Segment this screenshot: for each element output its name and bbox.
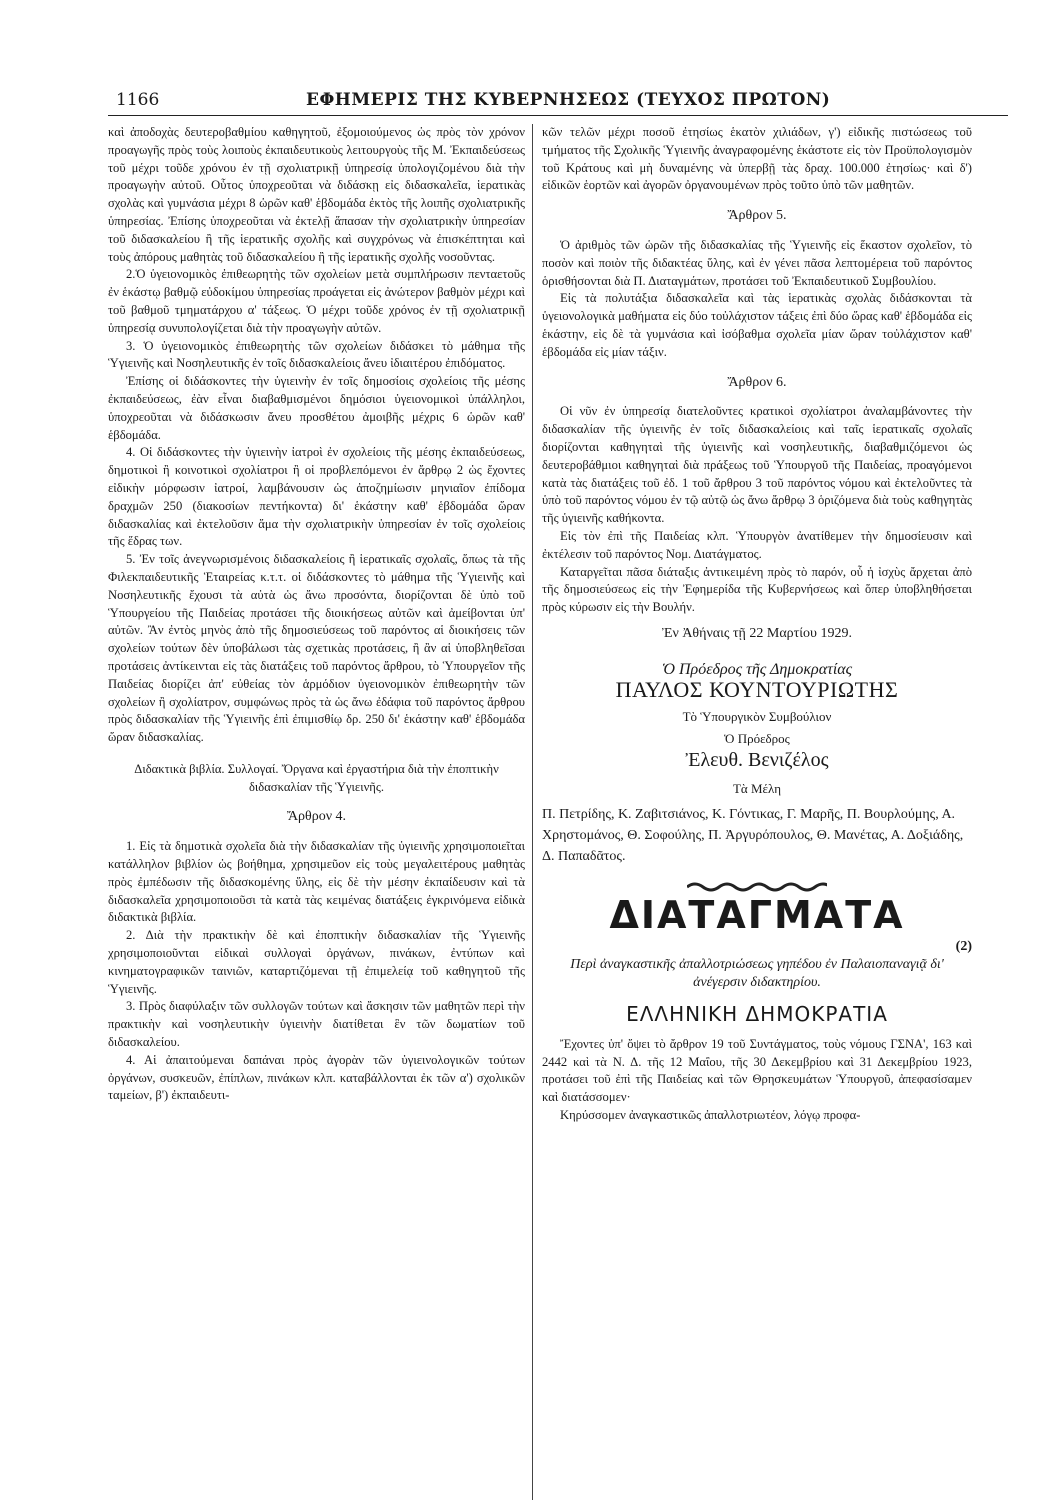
republic-heading: ΕΛΛΗΝΙΚΗ ΔΗΜΟΚΡΑΤΙΑ <box>626 1002 888 1027</box>
paragraph: Καταργεῖται πᾶσα διάταξις ἀντικειμένη πρὸς τὸ παρόν, οὗ ἡ ἰσχὺς ἄρχεται ἀπὸ τῆς δημοσιεύσεως εἰς τὴν Ἐφημερίδα τῆς Κυβερνήσεως καὶ ὅπερ ὑποβληθήσεται πρὸς κύρωσιν εἰς τὴν Βουλήν. <box>542 564 972 615</box>
paragraph: Ὁ ἀριθμὸς τῶν ὡρῶν τῆς διδασκαλίας τῆς Ὑγιεινῆς εἰς ἕκαστον σχολεῖον, τὸ ποσὸν καὶ ποιὸν τῆς διδακτέας ὕλης, καὶ ἐν γένει πᾶσα λεπτομέρεια τοῦ παρόντος ὁρισθήσονται διὰ Π. Διαταγμάτων, προτάσει τοῦ Ἐκπαιδευτικοῦ Συμβουλίου. <box>542 237 972 288</box>
paragraph: 2. Διὰ τὴν πρακτικὴν δὲ καὶ ἐποπτικὴν διδασκαλίαν τῆς Ὑγιεινῆς χρησιμοποιοῦνται εἰδικαὶ συλλογαὶ ὀργάνων, πινάκων, ἐντύπων καὶ κινηματογραφικῶν ταινιῶν, καταρτιζόμεναι τῇ ἐπιμελείᾳ τοῦ καθηγητοῦ τῆς Ὑγιεινῆς. <box>108 928 525 996</box>
members-list: Π. Πετρίδης, Κ. Ζαβιτσιάνος, Κ. Γόντικας, Γ. Μαρῆς, Π. Βουρλούμης, Α. Χρηστομάνος, Θ. Σοφούλης, Π. Ἀργυρόπουλος, Θ. Μανέτας, Α. Δοξιάδης, Δ. Παπαδᾶτος. <box>542 806 964 864</box>
right-column <box>542 124 972 1125</box>
section-caption: Διδακτικὰ βιβλία. Συλλογαί. Ὄργανα καὶ ἐργαστήρια διὰ τὴν ἐποπτικὴν διδασκαλίαν τῆς Ὑγιεινῆς. <box>134 761 499 794</box>
president-name: ΠΑΥΛΟΣ ΚΟΥΝΤΟΥΡΙΩΤΗΣ <box>615 676 899 702</box>
paragraph: 2.Ὁ ὑγειονομικὸς ἐπιθεωρητὴς τῶν σχολείων μετὰ συμπλήρωσιν πενταετοῦς ἐν ἑκάστῳ βαθμῷ εὐδοκίμου ὑπηρεσίας προάγεται εἰς ἀνώτερον βαθμὸν μέχρι καὶ τοῦ βαθμοῦ τμηματάρχου α' τάξεως. Ὁ μέχρι τοῦδε χρόνος ἐν τῇ σχολιατρικῇ ὑπηρεσίᾳ συνυπολογίζεται διὰ τὴν προαγωγὴν αὐτῶν. <box>108 267 525 335</box>
left-column <box>108 124 525 1105</box>
paragraph: Οἱ νῦν ἐν ὑπηρεσίᾳ διατελοῦντες κρατικοὶ σχολίατροι ἀναλαμβάνοντες τὴν διδασκαλίαν τῆς ὑγιεινῆς ἐν τοῖς διδασκαλείοις καὶ ταῖς ἱερατικαῖς σχολαῖς διορίζονται καθηγηταὶ τῆς ὑγιεινῆς καὶ νοσηλευτικῆς, διαβαθμιζόμενοι ὡς δευτεροβάθμιοι καθηγηταὶ διὰ πράξεως τοῦ Ὑπουργοῦ τῆς Παιδείας, προαγόμενοι κατὰ τὰς διατάξεις τοῦ ἐδ. 1 τοῦ ἄρθρου 3 τοῦ παρόντος νόμου καὶ ἐκτελοῦντες τὰ ὑπὸ τοῦ παρόντος νόμου ἐν τῷ αὐτῷ ὡς ἄνω ἄρθρῳ 3 ὁριζόμενα διὰ τοὺς καθηγητὰς τῆς ὑγιεινῆς καθήκοντα. <box>542 404 972 526</box>
council-label: Τὸ Ὑπουργικὸν Συμβούλιον <box>682 709 832 725</box>
paragraph: 4. Αἱ ἀπαιτούμεναι δαπάναι πρὸς ἀγορὰν τῶν ὑγιεινολογικῶν τούτων ὀργάνων, συσκευῶν, ἐπίπλων, πινάκων κλπ. καταβάλλονται ἐκ τῶν α') σχολικῶν ταμείων, β') ἐκπαιδευτι- <box>108 1052 525 1103</box>
paragraph: Εἰς τὰ πολυτάξια διδασκαλεῖα καὶ τὰς ἱερατικὰς σχολὰς διδάσκονται τὰ ὑγειονολογικὰ μαθήματα εἰς δύο τοὐλάχιστον τάξεις ἐπὶ δύο ὥρας καθ' ἑβδομάδα εἰς ἑκάστην, εἰς δὲ τὰ γυμνάσια καὶ ἰσόβαθμα σχολεῖα μίαν ὥραν τοὐλάχιστον καθ' ἑβδομάδα εἰς μίαν τάξιν. <box>542 291 972 359</box>
paragraph: Κηρύσσομεν ἀναγκαστικῶς ἀπαλλοτριωτέον, λόγῳ προφα- <box>560 1108 861 1123</box>
paragraph: 4. Οἱ διδάσκοντες τὴν ὑγιεινὴν ἰατροὶ ἐν σχολείοις τῆς μέσης ἐκπαιδεύσεως, δημοτικοὶ ἢ κοινοτικοὶ σχολίατροι ἢ οἱ προβλεπόμενοι ἐν ἄρθρῳ 2 ὡς ἔχοντες εἰδικὴν μόρφωσιν ἰατροί, λαμβάνουσιν ὡς ἀποζημίωσιν μηνιαῖον ἐπίδομα δραχμῶν 250 (διακοσίων πεντήκοντα) δι' ἑκάστην καθ' ἑβδομάδα ὥραν διδασκαλίας καὶ ἐκτελοῦσιν ἅμα τὴν σχολιατρικὴν ὑπηρεσίαν ἐν τοῖς σχολείοις τῆς ἕδρας των. <box>108 445 525 549</box>
page-header <box>108 90 1008 116</box>
paragraph: 5. Ἐν τοῖς ἀνεγνωρισμένοις διδασκαλείοις ἢ ἱερατικαῖς σχολαῖς, ὅπως τὰ τῆς Φιλεκπαιδευτικῆς Ἑταιρείας κ.τ.τ. οἱ διδάσκοντες τὸ μάθημα τῆς Ὑγιεινῆς καὶ Νοσηλευτικῆς ἔχουσι τὰ αὐτὰ ὡς ἄνω προσόντα, διορίζονται δὲ ὑπὸ τοῦ Ὑπουργείου τῆς Παιδείας προτάσει τῆς διοικήσεως αὐτῶν καὶ ἀμείβονται ὑπ' αὐτῶν. Ἂν ἐντὸς μηνὸς ἀπὸ τῆς δημοσιεύσεως τοῦ παρόντος αἱ διοικήσεις τῶν σχολείων τούτων δὲν ὑποβάλωσι τὰς σχετικὰς προτάσεις, ἢ ἂν αἱ ὑποβληθεῖσαι προτάσεις ἀντίκεινται εἰς τὰς διατάξεις τοῦ παρόντος ἄρθρου, τὸ Ὑπουργεῖον τῆς Παιδείας διορίζει ἀπ' εὐθείας τὸν ἁρμόδιον ὑγειονομικὸν ἐπιθεωρητὴν τῶν σχολείων ἢ σχολίατρον, συμφώνως πρὸς τὰ ὡς ἄνω ἐδάφια τοῦ παρόντος ἄρθρου πρὸς διδασκαλίαν τῆς Ὑγιεινῆς ἐπὶ ἐπιμισθίῳ δρ. 250 δι' ἑκάστην καθ' ἑβδομάδα ὥραν διδασκαλίας. <box>108 552 525 745</box>
paragraph: 3. Πρὸς διαφύλαξιν τῶν συλλογῶν τούτων καὶ ἄσκησιν τῶν μαθητῶν περὶ τὴν πρακτικὴν καὶ νοσηλευτικὴν ὑγιεινὴν διατίθεται ἓν τῶν δωματίων τοῦ διδασκαλείου. <box>108 999 525 1050</box>
decree-number: (2) <box>955 939 972 955</box>
ornament-divider <box>542 881 972 893</box>
column-divider <box>532 124 533 1500</box>
paragraph: καὶ ἀποδοχὰς δευτεροβαθμίου καθηγητοῦ, ἐξομοιούμενος ὡς πρὸς τὸν χρόνον προαγωγῆς πρὸς τοὺς λοιποὺς ἐκπαιδευτικοὺς λειτουργοὺς τῆς Μ. Ἐκπαιδεύσεως τοῦ μέχρι τοῦδε χρόνου ἐν τῇ σχολιατρικῇ ὑπηρεσίᾳ ὑπολογιζομένου διὰ τὴν προαγωγὴν αὐτοῦ. Οὗτος ὑποχρεοῦται νὰ διδάσκῃ εἰς διδασκαλεῖα, ἱερατικὰς σχολὰς καὶ γυμνάσια μέχρι 8 ὡρῶν καθ' ἑβδομάδα ἐκτὸς τῆς λοιπῆς σχολιατρικῆς ὑπηρεσίας. Ἐπίσης ὑποχρεοῦται νὰ ἐκτελῇ ἅπασαν τὴν σχολιατρικὴν ὑπηρεσίαν τοῦ διδασκαλείου ἢ τῆς ἱερατικῆς σχολῆς καὶ συγχρόνως νὰ ἐπισκέπτηται καὶ τοὺς ἀπόρους μαθητὰς τοῦ διδασκαλείου ἢ τῆς ἱερατικῆς σχολῆς νοσοῦντας. <box>108 125 525 264</box>
chair-label: Ὁ Πρόεδρος <box>724 731 790 747</box>
chair-name: Ἐλευθ. Βενιζέλος <box>685 748 829 771</box>
wave-ornament-icon <box>687 881 827 893</box>
article-4-heading: Ἄρθρον 4. <box>286 809 347 825</box>
gazette-title: ΕΦΗΜΕΡΙΣ ΤΗΣ ΚΥΒΕΡΝΗΣΕΩΣ (ΤΕΥΧΟΣ ΠΡΩΤΟΝ) <box>306 90 831 110</box>
article-5-heading: Ἄρθρον 5. <box>727 208 787 224</box>
page-number: 1166 <box>116 90 160 110</box>
header-rule <box>108 115 1008 116</box>
decrees-heading: ΔΙΑΤΑΓΜΑΤΑ <box>609 892 905 937</box>
paragraph: 1. Εἰς τὰ δημοτικὰ σχολεῖα διὰ τὴν διδασκαλίαν τῆς ὑγιεινῆς χρησιμοποιεῖται κατάλληλον βιβλίον ὡς βοήθημα, χρησιμεῦον εἰς τοὺς μεγαλειτέρους μαθητὰς πρὸς ἐμπέδωσιν τῆς διδασκομένης ὕλης, εἰς δὲ τὴν μέσην ἐκπαίδευσιν καὶ τὰ διδασκαλεῖα χρησιμοποιοῦσι τὰ κατὰ τὰς κειμένας διατάξεις ἐγκρινόμενα εἰδικὰ διδακτικὰ βιβλία. <box>108 839 525 925</box>
signing-date: Ἐν Ἀθήναις τῇ 22 Μαρτίου 1929. <box>662 625 852 641</box>
president-role: Ὁ Πρόεδρος τῆς Δημοκρατίας <box>661 660 853 678</box>
paragraph: Ἔχοντες ὑπ' ὄψει τὸ ἄρθρον 19 τοῦ Συντάγματος, τοὺς νόμους ΓΣΝΑ', 163 καὶ 2442 καὶ τὰ Ν. Δ. τῆς 12 Μαΐου, τῆς 30 Δεκεμβρίου καὶ 31 Δεκεμβρίου 1923, προτάσει τοῦ ἐπὶ τῆς Παιδείας καὶ τῶν Θρησκευμάτων Ὑπουργοῦ, ἀπεφασίσαμεν καὶ διατάσσομεν· <box>542 1036 972 1105</box>
paragraph: Ἐπίσης οἱ διδάσκοντες τὴν ὑγιεινὴν ἐν τοῖς δημοσίοις σχολείοις τῆς μέσης ἐκπαιδεύσεως, ἐὰν εἶναι διαβαθμισμένοι δημόσιοι ὑγειονομικοὶ ὑπάλληλοι, ὑποχρεοῦται νὰ διδάσκωσιν ἄνευ προσθέτου ἀμοιβῆς μέχρις 6 ὡρῶν καθ' ἑβδομάδα. <box>108 374 525 442</box>
paragraph: Εἰς τὸν ἐπὶ τῆς Παιδείας κλπ. Ὑπουργὸν ἀνατίθεμεν τὴν δημοσίευσιν καὶ ἐκτέλεσιν τοῦ παρόντος Νομ. Διατάγματος. <box>542 528 972 561</box>
members-label: Τὰ Μέλη <box>732 780 781 796</box>
paragraph: κῶν τελῶν μέχρι ποσοῦ ἐτησίως ἑκατὸν χιλιάδων, γ') εἰδικῆς πιστώσεως τοῦ τμήματος τῆς Σχολικῆς Ὑγιεινῆς ἀναγραφομένης ἑκάστοτε εἰς τὸν Προϋπολογισμὸν τοῦ Κράτους καὶ μὴ δυναμένης νὰ ὑπερβῇ τὰς δραχ. 100.000 ἐτησίως· καὶ δ') εἰδικῶν ἑορτῶν καὶ ἀγορῶν ὀργανουμένων πρὸς τοῦτο ὑπὸ τῶν μαθητῶν. <box>542 125 972 193</box>
decree-title: Περὶ ἀναγκαστικῆς ἀπαλλοτριώσεως γηπέδου ἐν Παλαιοπαναγιᾷ δι' ἀνέγερσιν διδακτηρίου. <box>570 957 944 991</box>
article-6-heading: Ἄρθρον 6. <box>727 374 787 390</box>
paragraph: 3. Ὁ ὑγειονομικὸς ἐπιθεωρητὴς τῶν σχολείων διδάσκει τὸ μάθημα τῆς Ὑγιεινῆς καὶ Νοσηλευτικῆς ἐν τοῖς διδασκαλείοις ἄνευ ἰδιαιτέρου ἐπιδόματος. <box>108 338 525 371</box>
